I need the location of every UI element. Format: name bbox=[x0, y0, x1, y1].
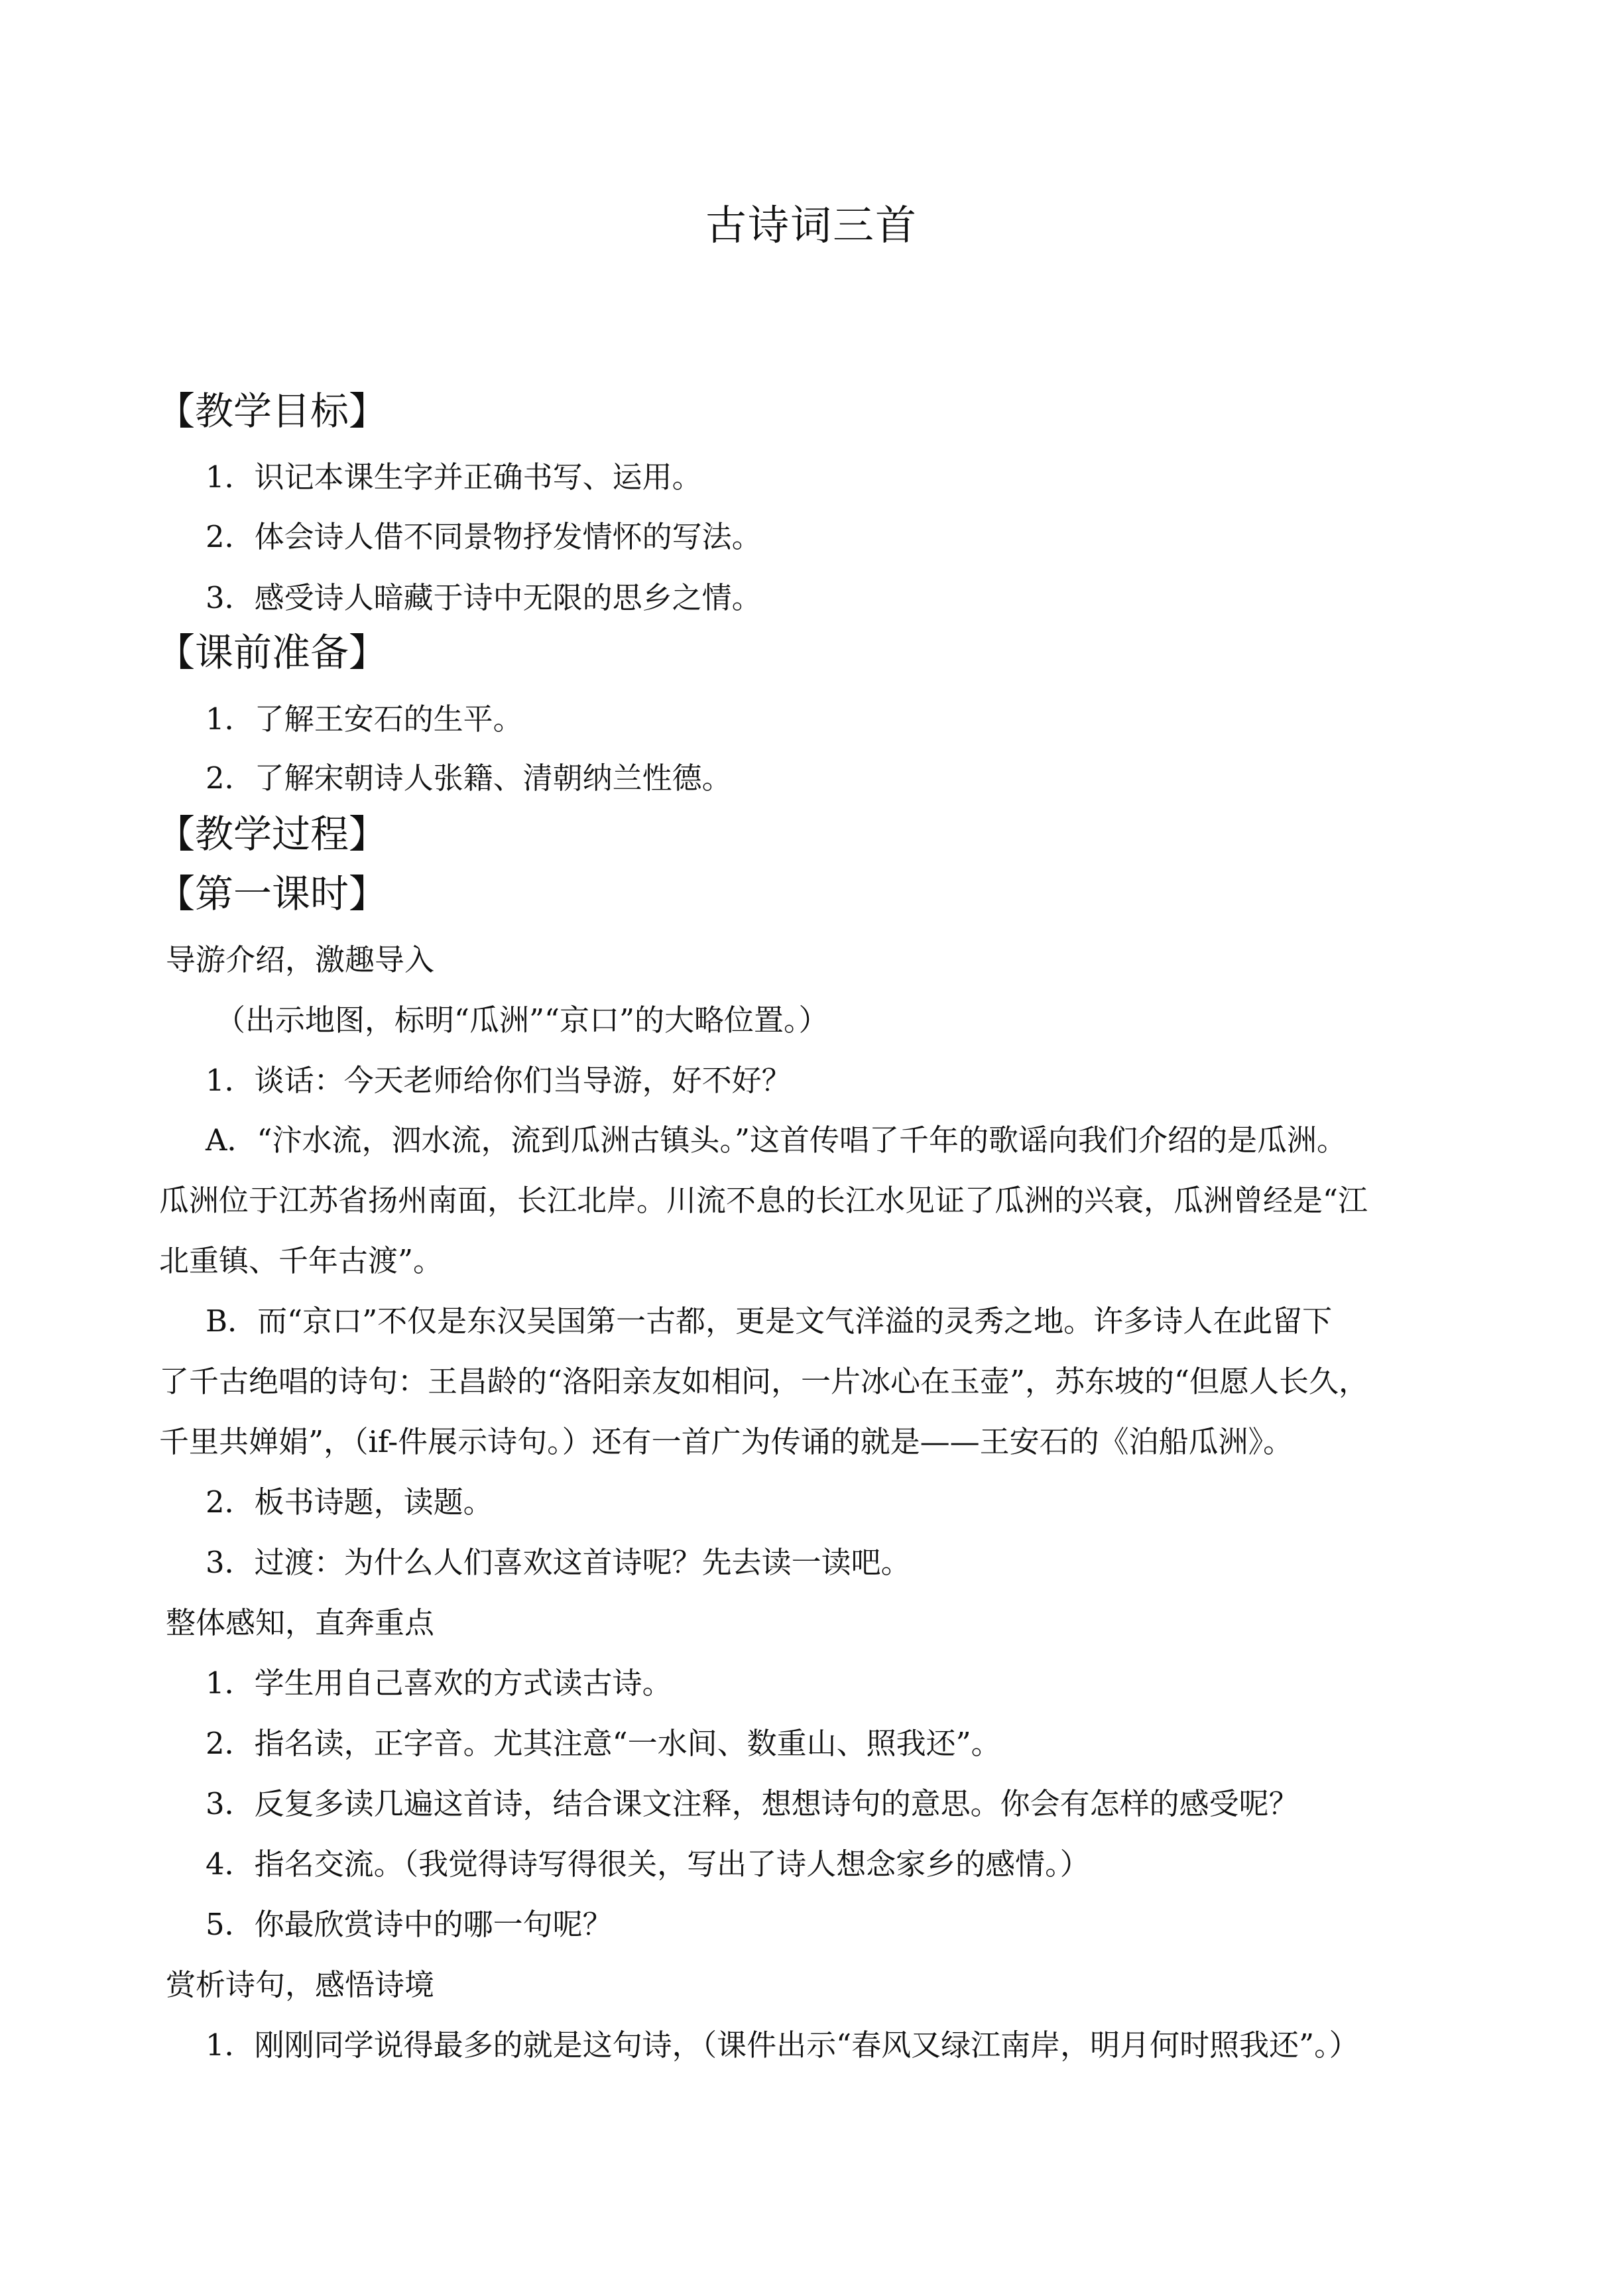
part1-subheading: 导游介绍，激趣导入 bbox=[166, 942, 435, 977]
objectives-heading: 【教学目标】 bbox=[156, 389, 388, 434]
process-item: 3．反复多读几遍这首诗，结合课文注释，想想诗句的意思。你会有怎样的感受呢？ bbox=[206, 1786, 1299, 1821]
part2-subheading: 整体感知，直奔重点 bbox=[166, 1605, 435, 1640]
objective-item: 2．体会诗人借不同景物抒发情怀的写法。 bbox=[206, 519, 762, 554]
preparation-item: 2．了解宋朝诗人张籍、清朝纳兰性德。 bbox=[206, 760, 732, 796]
paragraph-a-line: A．“汴水流，泗水流，流到瓜洲古镇头。”这首传唱了千年的歌谣向我们介绍的是瓜洲。 bbox=[206, 1122, 1347, 1158]
objective-item: 1．识记本课生字并正确书写、运用。 bbox=[206, 459, 702, 495]
map-note: （出示地图，标明“瓜洲”“京口”的大略位置。） bbox=[215, 1002, 829, 1038]
process-item: 5．你最欣赏诗中的哪一句呢？ bbox=[206, 1907, 613, 1942]
document-title: 古诗词三首 bbox=[705, 201, 918, 249]
paragraph-a-line: 北重镇、千年古渡”。 bbox=[159, 1243, 444, 1278]
paragraph-b-line: 千里共婵娟”，（if-件展示诗句。）还有一首广为传诵的就是——王安石的《泊船瓜洲》。 bbox=[159, 1424, 1293, 1459]
part3-subheading: 赏析诗句，感悟诗境 bbox=[166, 1967, 435, 2002]
process-item: 1．学生用自己喜欢的方式读古诗。 bbox=[206, 1665, 672, 1701]
objective-item: 3．感受诗人暗藏于诗中无限的思乡之情。 bbox=[206, 580, 762, 615]
process-item: 1．谈话：今天老师给你们当导游，好不好？ bbox=[206, 1063, 792, 1098]
preparation-heading: 【课前准备】 bbox=[156, 630, 388, 675]
preparation-item: 1．了解王安石的生平。 bbox=[206, 701, 523, 737]
process-item: 3．过渡：为什么人们喜欢这首诗呢？先去读一读吧。 bbox=[206, 1545, 911, 1580]
paragraph-b-line: B．而“京口”不仅是东汉吴国第一古都，更是文气洋溢的灵秀之地。许多诗人在此留下 bbox=[206, 1303, 1333, 1339]
process-item: 4．指名交流。（我觉得诗写得很关，写出了诗人想念家乡的感情。） bbox=[206, 1846, 1090, 1882]
process-item: 2．指名读，正字音。尤其注意“一水间、数重山、照我还”。 bbox=[206, 1726, 1001, 1761]
process-item: 2．板书诗题，读题。 bbox=[206, 1484, 493, 1520]
paragraph-b-line: 了千古绝唱的诗句：王昌龄的“洛阳亲友如相问，一片冰心在玉壶”，苏东坡的“但愿人长久， bbox=[159, 1364, 1369, 1399]
lesson-heading: 【第一课时】 bbox=[156, 871, 388, 916]
process-item: 1．刚刚同学说得最多的就是这句诗，（课件出示“春风又绿江南岸，明月何时照我还”。） bbox=[206, 2027, 1359, 2063]
paragraph-a-line: 瓜洲位于江苏省扬州南面，长江北岸。川流不息的长江水见证了瓜洲的兴衰，瓜洲曾经是“江 bbox=[159, 1183, 1368, 1218]
process-heading: 【教学过程】 bbox=[156, 812, 388, 857]
